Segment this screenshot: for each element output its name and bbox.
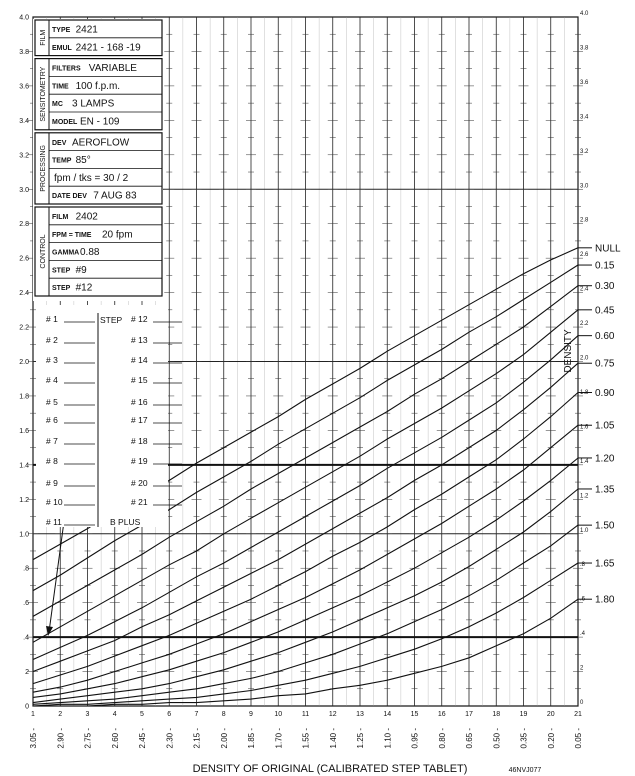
step-left-label: # 5 — [46, 397, 58, 407]
x-step-label: 16 — [437, 711, 446, 718]
y-tick-left: 4.0 — [19, 14, 29, 22]
info-row-value: 2421 — [75, 24, 98, 36]
x-step-label: 8 — [221, 711, 226, 718]
info-row-label: MC — [52, 101, 63, 109]
step-left-label: # 7 — [46, 436, 58, 446]
info-row-value: 7 AUG 83 — [93, 190, 137, 202]
step-left-label: # 6 — [46, 415, 58, 425]
x-step-label: 19 — [519, 711, 528, 718]
y-tick-left: 1.8 — [19, 393, 29, 401]
series-label: NULL — [595, 243, 621, 255]
y-tick-left: .8 — [23, 565, 29, 573]
info-row-value: 20 fpm — [102, 229, 133, 241]
y-tick-right: .4 — [580, 631, 586, 638]
info-row-label: DEV — [52, 139, 67, 147]
step-right-label: # 15 — [131, 375, 148, 385]
x-density-label: 0.35 - — [519, 728, 529, 749]
y-tick-right: 2.0 — [580, 355, 589, 362]
x-density-label: 2.75 - — [83, 728, 93, 749]
series-label: 1.05 — [595, 420, 615, 432]
y-tick-right: 1.4 — [580, 458, 589, 465]
y-tick-right: 1.0 — [580, 527, 589, 534]
info-row-label: MODEL — [52, 119, 78, 126]
y-tick-right: 2.2 — [580, 321, 589, 328]
info-row-value: 3 LAMPS — [72, 98, 115, 110]
x-step-label: 9 — [249, 711, 253, 718]
info-row-label: FPM = TIME — [52, 231, 92, 239]
x-density-label: 1.25 - — [356, 728, 365, 749]
info-row-value: VARIABLE — [88, 63, 137, 75]
step-right-label: # 16 — [131, 397, 148, 407]
info-row-label: FILTERS — [52, 65, 81, 73]
step-right-label: # 14 — [131, 355, 148, 365]
info-row-label: STEP — [52, 285, 71, 293]
step-list — [36, 305, 182, 527]
info-row-value: AEROFLOW — [72, 137, 130, 149]
y-tick-left: 3.8 — [19, 48, 29, 56]
x-step-label: 6 — [167, 711, 172, 718]
info-row-value: 85° — [75, 155, 91, 167]
info-row-value: EN - 109 — [80, 116, 120, 128]
y-tick-right: 3.2 — [580, 148, 589, 155]
y-tick-left: 2.6 — [19, 255, 29, 263]
y-tick-right: .6 — [580, 596, 586, 603]
x-density-label: 0.50 - — [492, 728, 502, 749]
x-step-label: 5 — [140, 711, 144, 718]
step-left-label: # 4 — [46, 375, 58, 385]
y-tick-right: .8 — [580, 562, 586, 569]
y-tick-right: 1.8 — [580, 389, 589, 396]
y-tick-left: 2.0 — [19, 359, 29, 366]
y-tick-right: 3.4 — [580, 114, 589, 121]
y-tick-right: 1.6 — [580, 424, 589, 431]
x-density-label: 2.60 - — [110, 728, 120, 749]
x-step-label: 21 — [574, 711, 582, 718]
y-tick-right: 3.8 — [580, 45, 589, 52]
info-section-title: PROCESSING — [40, 145, 47, 192]
x-density-label: 1.85 - — [247, 728, 256, 749]
x-density-label: 1.10 - — [383, 728, 393, 749]
y-tick-right: 1.2 — [580, 493, 589, 500]
y-tick-left: 2.2 — [19, 324, 29, 332]
info-row-value: fpm / tks = 30 / 2 — [54, 172, 129, 184]
info-row-label: EMUL — [52, 44, 72, 52]
x-step-label: 15 — [410, 711, 419, 718]
y-tick-left: 1.6 — [19, 427, 29, 435]
step-list-header: STEP — [100, 315, 123, 325]
info-row-label: TYPE — [52, 27, 71, 34]
info-row-value: 2402 — [75, 211, 98, 223]
step-right-label: # 17 — [131, 415, 148, 425]
series-label: 1.20 — [595, 453, 615, 465]
info-row-label: GAMMA — [52, 249, 80, 257]
x-density-label: 2.45 - — [138, 728, 147, 749]
info-row-label: TIME — [52, 83, 69, 91]
series-label: 0.45 — [595, 305, 615, 317]
y-tick-left: 1.0 — [19, 531, 29, 539]
y-tick-left: 2 — [25, 669, 29, 677]
info-section-title: FILM — [40, 29, 47, 46]
x-step-label: 4 — [112, 711, 117, 718]
x-density-label: 0.80 - — [437, 728, 447, 749]
x-step-label: 14 — [383, 711, 392, 718]
x-density-label: 0.65 - — [465, 728, 474, 749]
step-left-label: # 8 — [46, 456, 58, 466]
step-left-label: # 3 — [46, 355, 58, 365]
step-left-label: # 1 — [46, 314, 58, 324]
y-tick-left: 0 — [25, 703, 29, 711]
series-label: 0.15 — [595, 260, 615, 272]
x-density-label: 3.05 - — [29, 728, 38, 749]
y-tick-left: 1.4 — [19, 462, 29, 470]
x-density-label: 1.70 - — [274, 728, 284, 749]
y-tick-left: 3.2 — [19, 152, 29, 160]
info-section-title: CONTROL — [40, 234, 47, 269]
info-row-label: TEMP — [52, 157, 72, 165]
series-label: 1.80 — [595, 594, 615, 606]
y-tick-left: 2.8 — [19, 221, 29, 229]
x-step-label: 3 — [85, 711, 90, 718]
footer-code: 46NVJ077 — [508, 767, 542, 774]
x-step-label: 12 — [328, 711, 337, 718]
step-right-label: # 21 — [131, 497, 148, 507]
info-row-value: #9 — [75, 264, 87, 276]
y-tick-right: 3.6 — [580, 79, 589, 86]
y-tick-right: 4.0 — [580, 11, 589, 17]
x-density-label: 0.05 - — [574, 728, 583, 749]
step-left-label: # 11 — [46, 517, 62, 527]
x-density-label: 2.00 - — [219, 728, 229, 749]
x-step-label: 7 — [194, 711, 199, 718]
x-step-label: 18 — [492, 711, 501, 718]
y-tick-right: 3.0 — [580, 183, 589, 190]
info-row-value: 0.88 — [80, 247, 100, 259]
info-row-value: 2421 - 168 -19 — [75, 42, 141, 54]
x-density-label: 0.95 - — [410, 728, 420, 749]
info-row-label: DATE DEV — [52, 193, 87, 201]
info-row-label: STEP — [52, 267, 71, 275]
series-label: 1.65 — [595, 558, 615, 570]
step-right-label: # 12 — [131, 314, 148, 324]
step-right-label: # 18 — [131, 436, 148, 446]
step-right-label: # 13 — [131, 335, 148, 345]
y-tick-right: 2.6 — [580, 252, 589, 259]
y-tick-right: 2.4 — [580, 286, 589, 293]
step-left-label: # 10 — [46, 497, 63, 507]
y-axis-title: DENSITY — [563, 329, 574, 373]
x-step-label: 10 — [274, 711, 283, 718]
series-label: 1.35 — [595, 484, 615, 496]
y-tick-left: 3.6 — [19, 83, 29, 91]
step-right-label: B PLUS — [110, 517, 141, 527]
x-density-label: 1.55 - — [301, 728, 311, 749]
x-step-label: 11 — [301, 711, 310, 718]
series-label: 0.75 — [595, 358, 615, 370]
info-section-title: SENSITOMETRY — [40, 66, 47, 122]
y-tick-right: 0 — [580, 700, 584, 706]
info-row-value: #12 — [75, 282, 93, 294]
step-right-label: # 20 — [131, 478, 148, 488]
info-row-value: 100 f.p.m. — [75, 80, 121, 92]
x-density-label: 0.20 - — [546, 728, 556, 749]
y-tick-left: .4 — [23, 634, 29, 642]
x-step-label: 17 — [465, 711, 473, 718]
y-tick-right: 2.8 — [580, 217, 589, 224]
x-step-label: 1 — [31, 711, 35, 718]
series-label: 0.90 — [595, 388, 615, 400]
x-step-label: 13 — [356, 711, 364, 718]
x-density-label: 2.15 - — [192, 728, 202, 749]
series-label: 0.30 — [595, 281, 615, 293]
x-density-label: 2.90 - — [56, 728, 66, 749]
step-left-label: # 9 — [46, 478, 58, 488]
series-label: 0.60 — [595, 331, 615, 343]
series-label: 1.50 — [595, 520, 615, 532]
y-tick-right: 2 — [580, 665, 584, 672]
step-left-label: # 2 — [46, 335, 58, 345]
y-tick-left: .6 — [23, 600, 29, 608]
y-tick-left: 1.2 — [19, 496, 29, 504]
step-right-label: # 19 — [131, 456, 148, 466]
info-row-label: FILM — [52, 214, 69, 221]
y-tick-left: 2.4 — [19, 290, 29, 298]
x-step-label: 20 — [546, 711, 555, 718]
x-density-label: 1.40 - — [328, 728, 338, 749]
info-box — [33, 19, 163, 301]
x-density-label: 2.30 - — [165, 728, 175, 749]
x-axis-title: DENSITY OF ORIGINAL (CALIBRATED STEP TABLET) — [192, 763, 468, 775]
x-step-label: 2 — [58, 711, 63, 718]
y-tick-left: 3.4 — [19, 117, 29, 125]
y-tick-left: 3.0 — [19, 186, 29, 194]
